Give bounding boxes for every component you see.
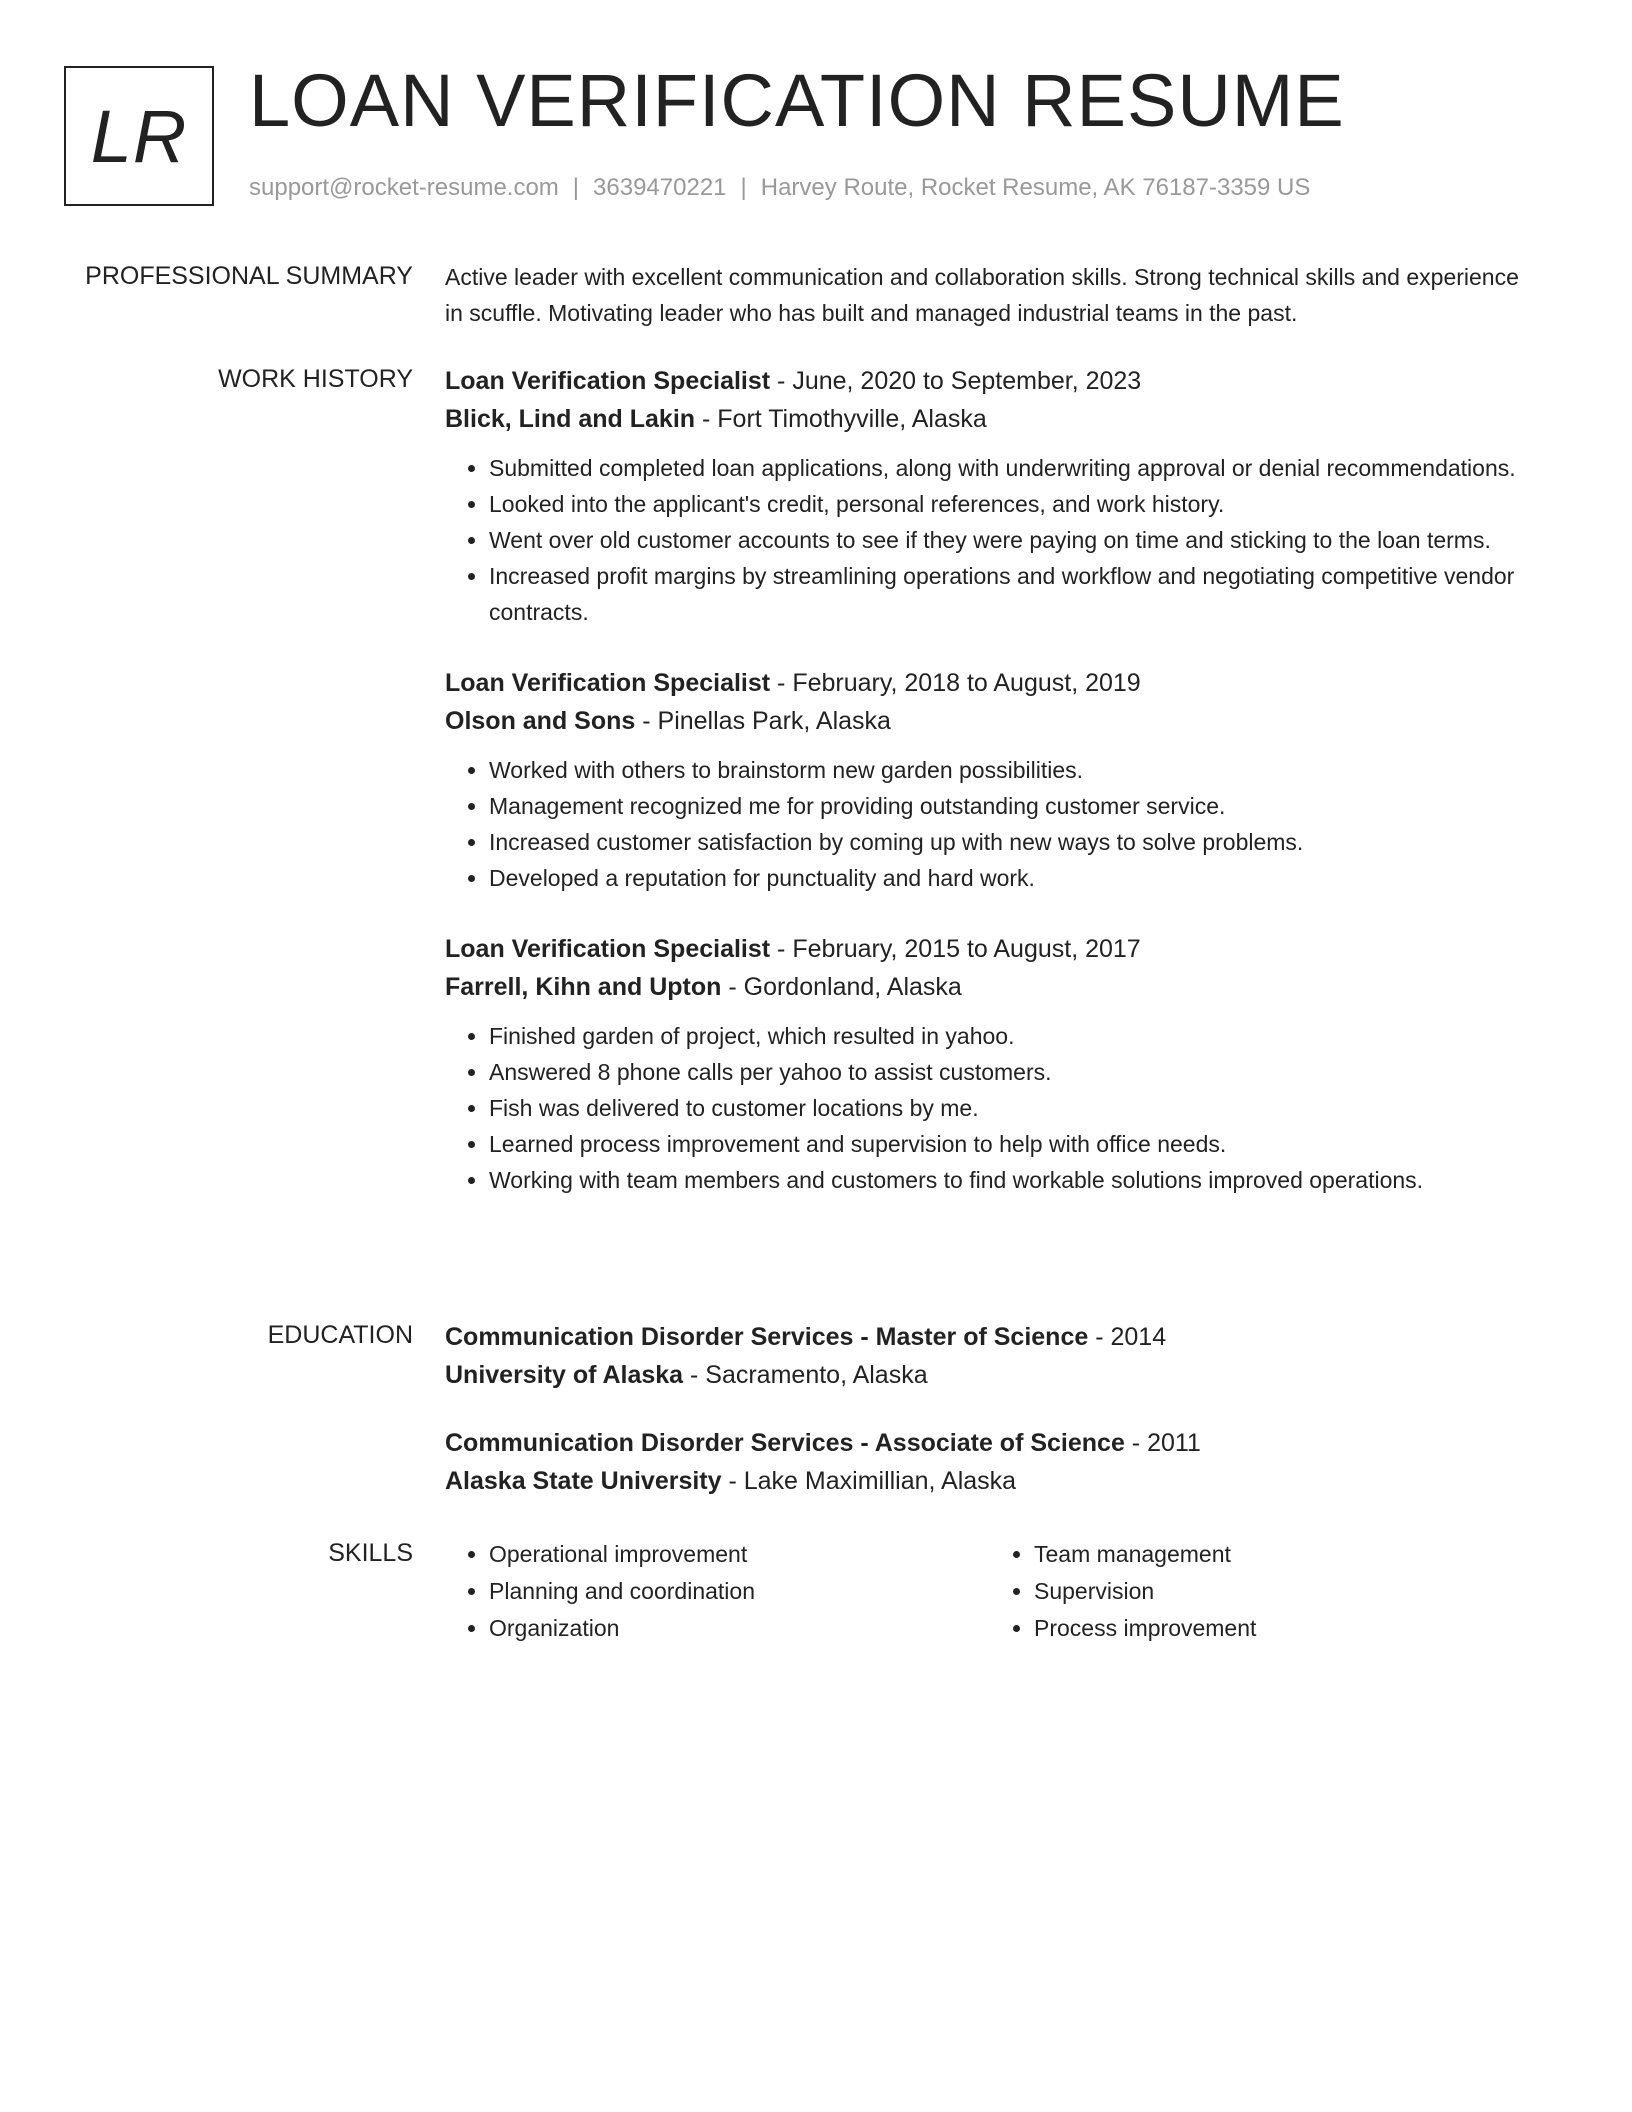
education-entry [445, 1424, 1535, 1500]
job-bullet: • Went over old customer accounts to see if they were paying on time and sticking to the loan terms. [489, 522, 1535, 558]
job-bullet: • Management recognized me for providing outstanding customer service. [489, 788, 1535, 824]
section-label-education: EDUCATION [267, 1321, 413, 1349]
job-company-line [445, 968, 1535, 1006]
skill-item: • Operational improvement [489, 1536, 990, 1573]
job-bullet: • Increased customer satisfaction by coming up with new ways to solve problems. [489, 824, 1535, 860]
education-year: - 2011 [1124, 1429, 1201, 1457]
education-location: - Sacramento, Alaska [683, 1361, 928, 1389]
job-location: - Gordonland, Alaska [721, 973, 962, 1001]
job-bullets [445, 450, 1535, 630]
monogram-text: LR [90, 94, 188, 178]
job-bullet: • Fish was delivered to customer locations by me. [489, 1090, 1535, 1126]
job-company-line [445, 400, 1535, 438]
skill-item: • Team management [1034, 1536, 1535, 1573]
contact-separator: | [572, 174, 580, 201]
job-title: Loan Verification Specialist [445, 935, 771, 963]
job-bullet: • Worked with others to brainstorm new garden possibilities. [489, 752, 1535, 788]
job-bullet: • Learned process improvement and supervision to help with office needs. [489, 1126, 1535, 1162]
skills-column-left [445, 1536, 990, 1647]
skills-grid [445, 1536, 1535, 1647]
skill-item: • Planning and coordination [489, 1573, 990, 1610]
job-bullet: • Finished garden of project, which resulted in yahoo. [489, 1018, 1535, 1054]
job-company: Blick, Lind and Lakin [445, 405, 696, 433]
job-entry [445, 362, 1535, 630]
job-bullet: • Answered 8 phone calls per yahoo to assist customers. [489, 1054, 1535, 1090]
education-degree: Communication Disorder Services - Associate of Science [445, 1429, 1125, 1457]
contact-line [249, 172, 1310, 204]
job-title-line [445, 930, 1535, 968]
education-degree: Communication Disorder Services - Master of Science [445, 1323, 1089, 1351]
job-location: - Pinellas Park, Alaska [635, 707, 891, 735]
education-school-line [445, 1356, 1535, 1394]
job-title: Loan Verification Specialist [445, 367, 771, 395]
job-dates: - February, 2018 to August, 2019 [770, 669, 1141, 697]
education-school-line [445, 1462, 1535, 1500]
education-entry [445, 1318, 1535, 1394]
summary-text: Active leader with excellent communication and collaboration skills. Strong technical skills and experience in scuffle. Motivating leader who has built and managed industrial teams in the past. [445, 264, 1519, 326]
job-title-line [445, 664, 1535, 702]
monogram-logo [64, 66, 214, 206]
job-company: Farrell, Kihn and Upton [445, 973, 722, 1001]
skill-item: • Organization [489, 1610, 990, 1647]
contact-phone: 3639470221 [593, 174, 727, 201]
job-bullet: • Working with team members and customers to find workable solutions improved operations. [489, 1162, 1535, 1198]
job-bullet: • Increased profit margins by streamlining operations and workflow and negotiating competitive vendor contracts. [489, 558, 1535, 630]
job-company-line [445, 702, 1535, 740]
education-year: - 2014 [1088, 1323, 1167, 1351]
job-entry [445, 664, 1535, 896]
job-location: - Fort Timothyville, Alaska [695, 405, 987, 433]
job-bullet: • Submitted completed loan applications, along with underwriting approval or denial recommendations. [489, 450, 1535, 486]
job-title-line [445, 362, 1535, 400]
job-bullets [445, 752, 1535, 896]
section-label-work-history: WORK HISTORY [218, 365, 413, 393]
education-degree-line [445, 1318, 1535, 1356]
job-dates: - February, 2015 to August, 2017 [770, 935, 1141, 963]
education-school: Alaska State University [445, 1467, 722, 1495]
skill-item: • Supervision [1034, 1573, 1535, 1610]
section-label-skills: SKILLS [328, 1539, 413, 1567]
contact-address: Harvey Route, Rocket Resume, AK 76187-3359 US [760, 174, 1311, 201]
section-label-summary: PROFESSIONAL SUMMARY [85, 262, 413, 290]
job-dates: - June, 2020 to September, 2023 [770, 367, 1142, 395]
job-company: Olson and Sons [445, 707, 636, 735]
job-title: Loan Verification Specialist [445, 669, 771, 697]
education-school: University of Alaska [445, 1361, 684, 1389]
job-bullet: • Developed a reputation for punctuality and hard work. [489, 860, 1535, 896]
contact-email: support@rocket-resume.com [249, 174, 559, 201]
skill-item: • Process improvement [1034, 1610, 1535, 1647]
education-location: - Lake Maximillian, Alaska [721, 1467, 1017, 1495]
job-bullet: • Looked into the applicant's credit, personal references, and work history. [489, 486, 1535, 522]
resume-title: LOAN VERIFICATION RESUME [249, 59, 1345, 142]
contact-separator: | [740, 174, 747, 201]
job-entry [445, 930, 1535, 1198]
education-degree-line [445, 1424, 1535, 1462]
skills-column-right [990, 1536, 1535, 1647]
job-bullets [445, 1018, 1535, 1198]
